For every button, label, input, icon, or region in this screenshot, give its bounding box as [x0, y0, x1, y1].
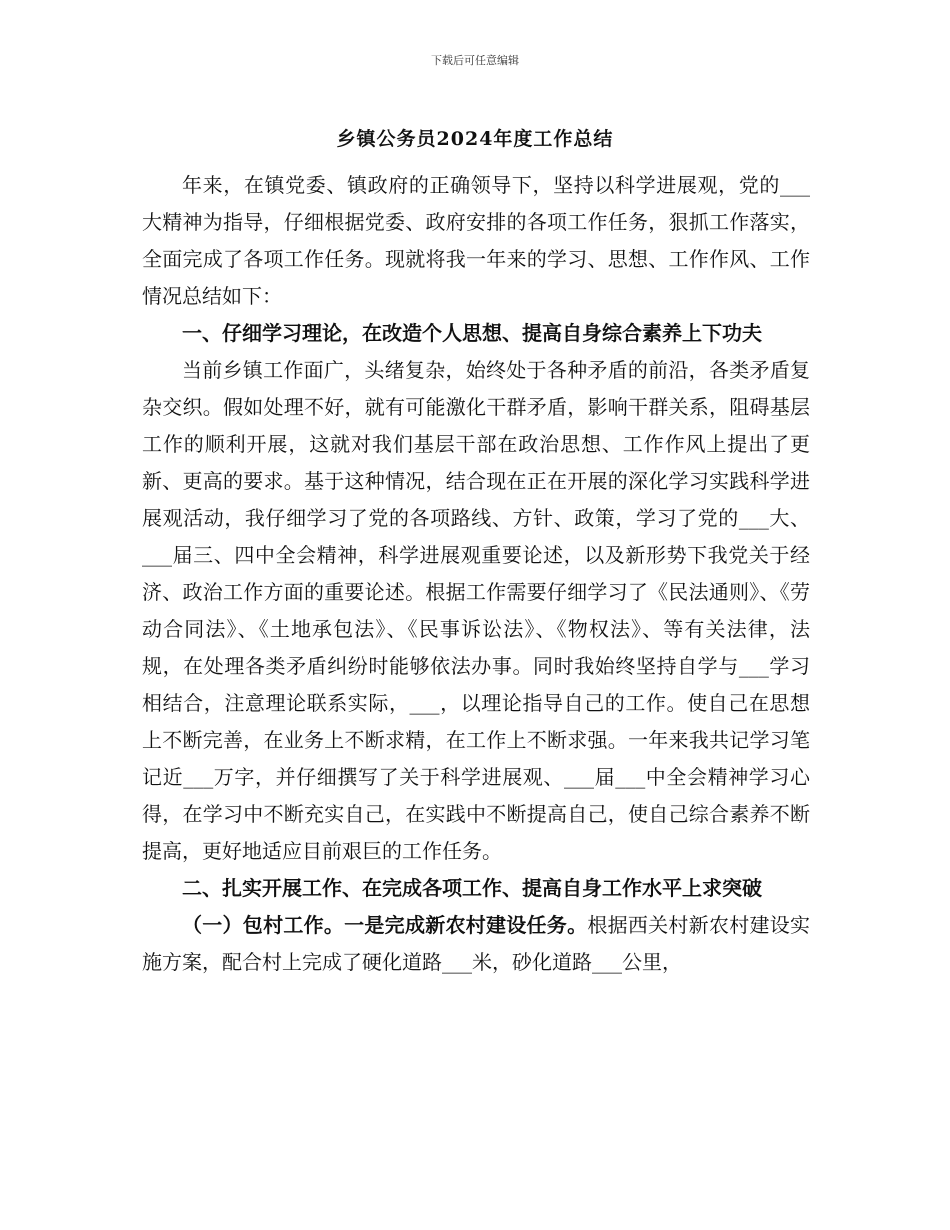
page-header: 下载后可任意编辑 [431, 54, 519, 67]
document-body [142, 167, 810, 981]
subsection-lead: 一是完成新农村建设任务。 [344, 913, 588, 937]
subsection-paragraph [142, 907, 810, 981]
section-heading-2: 二、扎实开展工作、在完成各项工作、提高自身工作水平上求突破 [182, 876, 762, 900]
section-heading-1: 一、仔细学习理论，在改造个人思想、提高自身综合素养上下功夫 [182, 321, 762, 345]
subsection-label: （一）包村工作。 [182, 913, 345, 937]
intro-paragraph: 年来，在镇党委、镇政府的正确领导下，坚持以科学进展观，党的___大精神为指导，仔细根据党委、政府安排的各项工作任务，狠抓工作落实，全面完成了各项工作任务。现就将我一年来的学习、思想、工作作风、工作情况总结如下： [142, 173, 810, 308]
document-title: 乡镇公务员2024年度工作总结 [336, 128, 614, 150]
section-1-paragraph: 当前乡镇工作面广，头绪复杂，始终处于各种矛盾的前沿，各类矛盾复杂交织。假如处理不好，就有可能激化干群矛盾，影响干群关系，阻碍基层工作的顺利开展，这就对我们基层干部在政治思想、工作作风上提出了更新、更高的要求。基于这种情况，结合现在正在开展的深化学习实践科学进展观活动，我仔细学习了党的各项路线、方针、政策，学习了党的___大、___届三、四中全会精神，科学进展观重要论述，以及新形势下我党关于经济、政治工作方面的重要论述。根据工作需要仔细学习了《民法通则》、《劳动合同法》、《土地承包法》、《民事诉讼法》、《物权法》、等有关法律，法规，在处理各类矛盾纠纷时能够依法办事。同时我始终坚持自学与___学习相结合，注意理论联系实际，___，以理论指导自己的工作。使自己在思想上不断完善，在业务上不断求精，在工作上不断求强。一年来我共记学习笔记近___万字，并仔细撰写了关于科学进展观、___届___中全会精神学习心得，在学习中不断充实自己，在实践中不断提高自己，使自己综合素养不断提高，更好地适应目前艰巨的工作任务。 [142, 358, 810, 863]
subsection-text: 根据西关村新农村建设实施方案，配合村上完成了硬化道路___米，砂化道路___公里， [142, 913, 811, 974]
